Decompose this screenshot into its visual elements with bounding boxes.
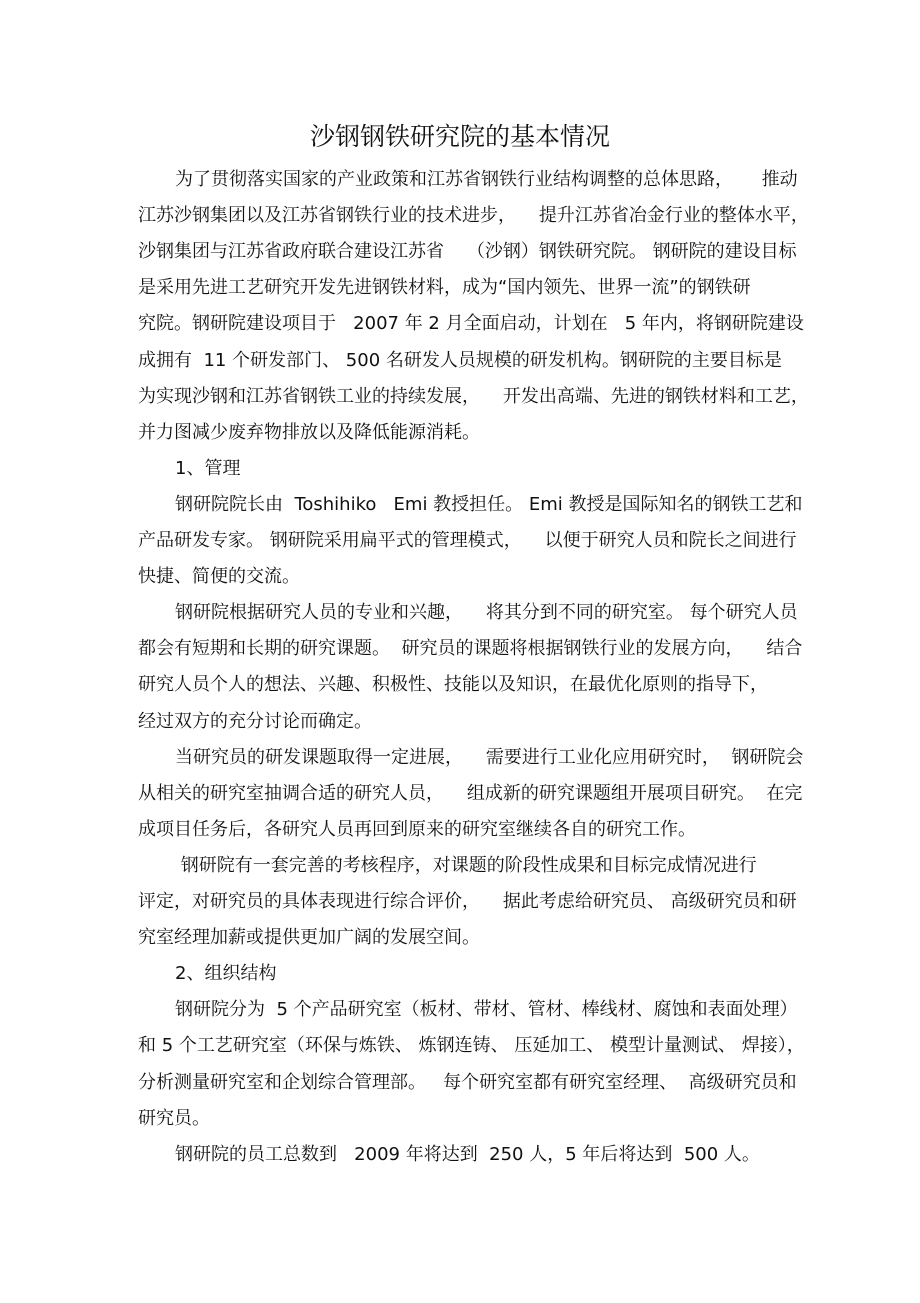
paragraph-line: 为了贯彻落实国家的产业政策和江苏省钢铁行业结构调整的总体思路， 推动: [175, 169, 798, 190]
paragraph-line: 并力图减少废弃物排放以及降低能源消耗。: [138, 421, 480, 443]
paragraph-line: 当研究员的研发课题取得一定进展， 需要进行工业化应用研究时， 钢研院会: [175, 746, 804, 768]
paragraph-line: 研究员。: [138, 1107, 210, 1129]
paragraph-line: 研究人员个人的想法、兴趣、积极性、技能以及知识，在最优化原则的指导下，: [138, 674, 768, 696]
paragraph-line: 究院。钢研院建设项目于 2007 年 2 月全面启动，计划在 5 年内，将钢研院建设: [138, 313, 804, 335]
paragraph-line: 钢研院分为 5 个产品研究室（板材、带材、管材、棒线材、腐蚀和表面处理）: [175, 999, 798, 1021]
paragraph-line: 从相关的研究室抽调合适的研究人员， 组成新的研究课题组开展项目研究。 在完: [138, 782, 803, 804]
paragraph-line: 钢研院根据研究人员的专业和兴趣， 将其分到不同的研究室。 每个研究人员: [175, 602, 798, 624]
paragraph-line: 经过双方的充分讨论而确定。: [138, 710, 372, 732]
paragraph-line: 为实现沙钢和江苏省钢铁工业的持续发展， 开发出高端、先进的钢铁材料和工艺，: [138, 385, 809, 407]
paragraph-line: 快捷、简便的交流。: [138, 566, 300, 588]
paragraph-line: 产品研发专家。 钢研院采用扁平式的管理模式， 以便于研究人员和院长之间进行: [138, 530, 797, 551]
paragraph-line: 钢研院院长由 Toshihiko Emi 教授担任。 Emi 教授是国际知名的钢铁工艺和: [175, 493, 803, 515]
paragraph-line: 江苏沙钢集团以及江苏省钢铁行业的技术进步， 提升江苏省冶金行业的整体水平，: [138, 205, 809, 227]
paragraph-line: 沙钢集团与江苏省政府联合建设江苏省 （沙钢）钢铁研究院。 钢研院的建设目标: [138, 241, 797, 263]
document-title: 沙钢钢铁研究院的基本情况: [309, 122, 610, 151]
paragraph-line: 是采用先进工艺研究开发先进钢铁材料，成为“国内领先、世界一流”的钢铁研: [138, 277, 751, 299]
paragraph-line: 分析测量研究室和企划综合管理部。 每个研究室都有研究室经理、 高级研究员和: [138, 1071, 797, 1093]
paragraph-line: 都会有短期和长期的研究课题。 研究员的课题将根据钢铁行业的发展方向， 结合: [138, 638, 803, 660]
paragraph-line: 成拥有 11 个研发部门、 500 名研发人员规模的研发机构。钢研院的主要目标是: [138, 349, 782, 371]
paragraph-line: 成项目任务后，各研究人员再回到原来的研究室继续各自的研究工作。: [138, 818, 696, 840]
section-heading: 1、管理: [175, 457, 241, 479]
section-heading: 2、组织结构: [175, 963, 277, 985]
paragraph-line: 钢研院的员工总数到 2009 年将达到 250 人，5 年后将达到 500 人。: [175, 1143, 760, 1165]
paragraph-line: 评定，对研究员的具体表现进行综合评价， 据此考虑给研究员、 高级研究员和研: [138, 891, 797, 912]
paragraph-line: 钢研院有一套完善的考核程序，对课题的阶段性成果和目标完成情况进行: [175, 854, 757, 876]
paragraph-line: 究室经理加薪或提供更加广阔的发展空间。: [138, 927, 480, 949]
paragraph-line: 和 5 个工艺研究室（环保与炼铁、 炼钢连铸、 压延加工、 模型计量测试、 焊接），: [138, 1035, 805, 1057]
